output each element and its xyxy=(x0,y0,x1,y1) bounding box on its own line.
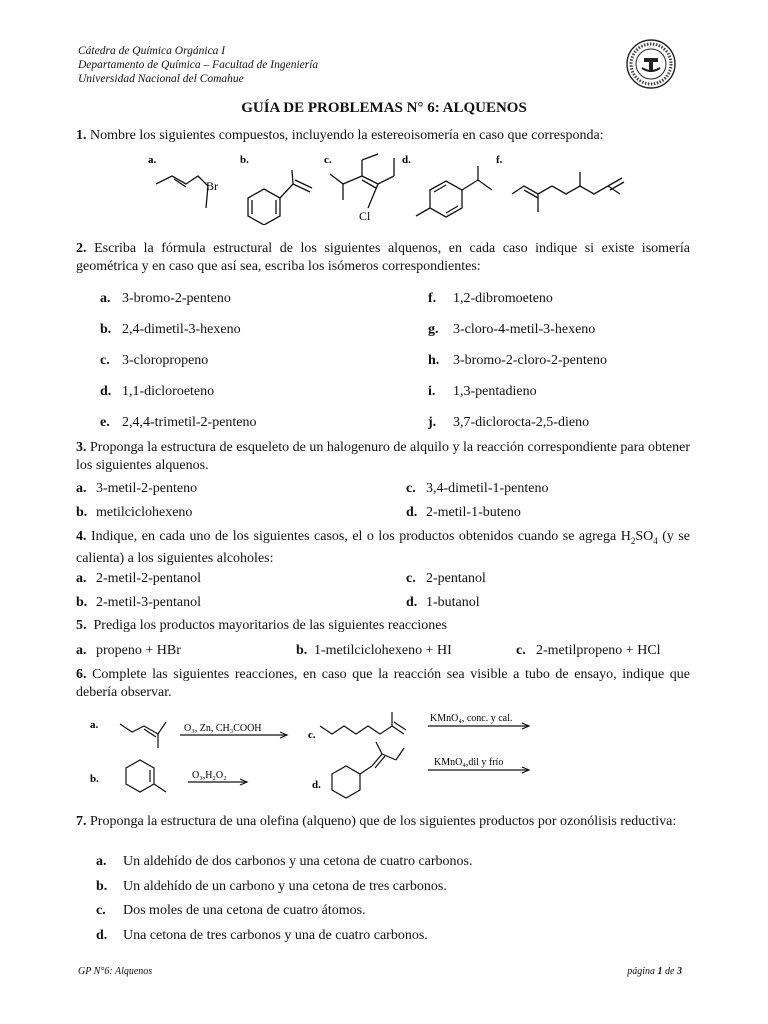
page-number: 1 xyxy=(657,966,663,977)
list-item: d. 1-butanol xyxy=(406,595,480,610)
reagent-c: KMnO₄, conc. y cal. xyxy=(430,713,513,724)
list-item: f. 1,2-dibromoeteno xyxy=(428,291,553,306)
header-block xyxy=(78,44,318,86)
footer-left: GP N°6: Alquenos xyxy=(78,966,153,977)
structure-d xyxy=(430,181,462,217)
q1-structures xyxy=(140,150,640,225)
footer-page-info: página 1 de 3 xyxy=(627,966,682,977)
question-7 xyxy=(76,813,690,831)
label-d: d. xyxy=(312,779,321,791)
label-d: d. xyxy=(402,154,411,166)
list-item: i. 1,3-pentadieno xyxy=(428,384,537,399)
label-c: c. xyxy=(324,154,332,166)
bromine-atom: Br xyxy=(206,179,218,193)
structure-b xyxy=(248,189,280,225)
label-a: a. xyxy=(148,154,157,166)
q2-left-list xyxy=(100,290,257,445)
question-6-text: Complete las siguientes reacciones, en caso que la reacción sea visible a tubo de ensayo, indique que debería observar. xyxy=(76,667,690,700)
list-item: d. Una cetona de tres carbonos y una de cuatro carbonos. xyxy=(96,928,428,943)
label-c: c. xyxy=(308,729,316,741)
question-5-number: 5. xyxy=(76,618,87,633)
question-7-text: Proponga la estructura de una olefina (alqueno) que de los siguientes productos por ozonólisis reductiva: xyxy=(90,814,677,829)
university-seal-icon xyxy=(625,38,677,90)
reagent-a: O₃, Zn, CH₃COOH xyxy=(184,723,262,734)
question-1 xyxy=(76,127,690,145)
question-2 xyxy=(76,240,690,276)
list-item: a. 3-bromo-2-penteno xyxy=(100,291,231,306)
list-item: a. 2-metil-2-pentanol xyxy=(76,571,201,586)
question-1-number: 1. xyxy=(76,128,87,143)
reagent-d: KMnO₄,dil y frío xyxy=(434,757,504,768)
list-item: c. 3-cloropropeno xyxy=(100,353,209,368)
question-5 xyxy=(76,617,690,635)
label-b: b. xyxy=(240,154,249,166)
q2-right-list xyxy=(428,290,607,445)
chlorine-atom: Cl xyxy=(359,209,371,223)
label-b: b. xyxy=(90,773,99,785)
list-item: b. 2-metil-3-pentanol xyxy=(76,595,201,610)
list-item: e. 2,4,4-trimetil-2-penteno xyxy=(100,415,257,430)
list-item: c. 3,4-dimetil-1-penteno xyxy=(406,481,549,496)
list-item: a. propeno + HBr xyxy=(76,643,181,658)
question-2-number: 2. xyxy=(76,241,87,256)
structure-c xyxy=(330,174,343,200)
q6-reactions xyxy=(80,708,540,806)
list-item: b. 2,4-dimetil-3-hexeno xyxy=(100,322,241,337)
page-title: GUÍA DE PROBLEMAS N° 6: ALQUENOS xyxy=(241,100,527,116)
question-6 xyxy=(76,666,690,702)
list-item: b. metilciclohexeno xyxy=(76,505,193,520)
header-line-1: Cátedra de Química Orgánica I xyxy=(78,45,226,57)
question-4-number: 4. xyxy=(76,529,87,544)
question-5-text: Prediga los productos mayoritarios de las siguientes reacciones xyxy=(93,618,447,633)
question-3-number: 3. xyxy=(76,440,87,455)
question-7-number: 7. xyxy=(76,814,87,829)
question-6-number: 6. xyxy=(76,667,87,682)
question-3 xyxy=(76,439,690,475)
question-2-text: Escriba la fórmula estructural de los siguientes alquenos, en cada caso indique si existe isomería geométrica y en caso que así sea, escriba los isómeros correspondientes: xyxy=(76,241,691,274)
list-item: c. 2-metilpropeno + HCl xyxy=(516,643,661,658)
list-item: b. 1-metilciclohexeno + HI xyxy=(296,643,452,658)
list-item: d. 1,1-dicloroeteno xyxy=(100,384,215,399)
list-item: a. Un aldehído de dos carbonos y una cetona de cuatro carbonos. xyxy=(96,854,473,869)
list-item: a. 3-metil-2-penteno xyxy=(76,481,198,496)
list-item: j. 3,7-diclorocta-2,5-dieno xyxy=(428,415,590,430)
list-item: h. 3-bromo-2-cloro-2-penteno xyxy=(428,353,607,368)
reagent-b: O₃,H₂O₂ xyxy=(192,770,227,781)
question-3-text: Proponga la estructura de esqueleto de un halogenuro de alquilo y la reacción correspondiente para obtener los siguientes alquenos. xyxy=(76,440,690,473)
label-f: f. xyxy=(496,154,503,166)
list-item: c. 2-pentanol xyxy=(406,571,486,586)
question-4: 4. Indique, en cada uno de los siguientes casos, el o los productos obtenidos cuando se agrega $H_2SO_4$ (y se calienta) a los siguientes alcoholes: xyxy=(76,529,691,566)
header-line-2: Departamento de Química – Facultad de Ingeniería xyxy=(78,59,319,71)
list-item: d. 2-metil-1-buteno xyxy=(406,505,521,520)
list-item: c. Dos moles de una cetona de cuatro átomos. xyxy=(96,903,366,918)
list-item: b. Un aldehído de un carbono y una cetona de tres carbonos. xyxy=(96,879,447,894)
list-item: g. 3-cloro-4-metil-3-hexeno xyxy=(428,322,596,337)
header-line-3: Universidad Nacional del Comahue xyxy=(78,73,244,85)
question-1-text: Nombre los siguientes compuestos, incluyendo la estereoisomería en caso que corresponda: xyxy=(90,128,604,143)
label-a: a. xyxy=(90,719,99,731)
page-total: 3 xyxy=(677,966,682,977)
